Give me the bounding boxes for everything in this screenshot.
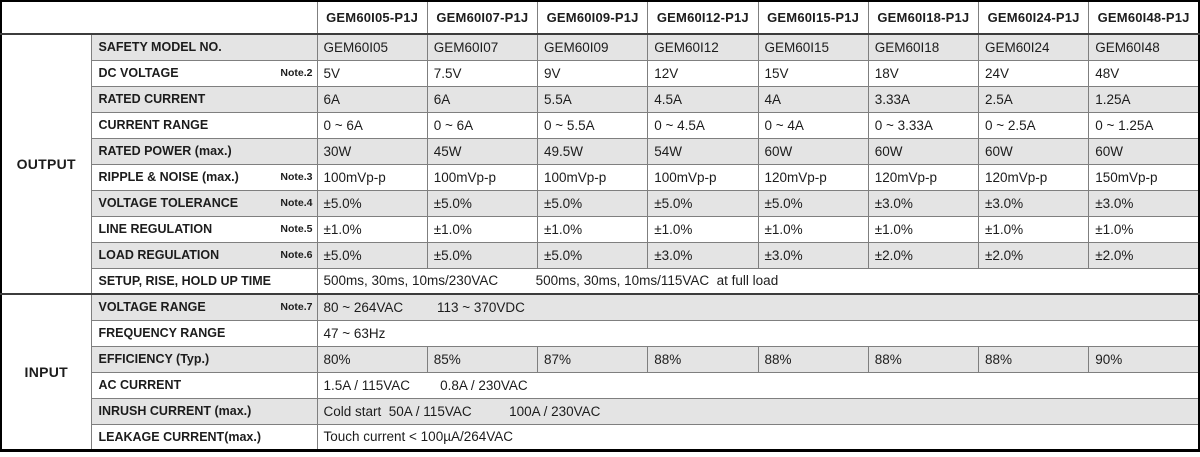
cell-value: ±1.0%	[979, 216, 1089, 242]
cell-value: 88%	[979, 346, 1089, 372]
cell-value: ±1.0%	[427, 216, 537, 242]
cell-value: 9V	[538, 60, 648, 86]
cell-value: 60W	[758, 138, 868, 164]
row-label	[91, 398, 317, 424]
cell-value-span: 80 ~ 264VAC 113 ~ 370VDC	[317, 294, 1199, 320]
row-note: Note.4	[280, 197, 313, 209]
section-label-output: OUTPUT	[1, 34, 91, 294]
cell-value: 15V	[758, 60, 868, 86]
cell-value: 30W	[317, 138, 427, 164]
row-label-text: LOAD REGULATION	[98, 248, 220, 262]
cell-value: GEM60I07	[427, 34, 537, 60]
cell-value: 0 ~ 1.25A	[1089, 112, 1199, 138]
row-label-text: RATED CURRENT	[98, 92, 206, 106]
cell-value: ±3.0%	[979, 190, 1089, 216]
cell-value: 87%	[538, 346, 648, 372]
row-label	[91, 164, 317, 190]
cell-value: GEM60I12	[648, 34, 758, 60]
cell-value: 60W	[979, 138, 1089, 164]
cell-value: ±5.0%	[538, 190, 648, 216]
row-label	[91, 86, 317, 112]
cell-value: ±5.0%	[758, 190, 868, 216]
row-note: Note.7	[280, 301, 313, 314]
cell-value-span: Touch current < 100µA/264VAC	[317, 424, 1199, 450]
model-header: GEM60I48-P1J	[1089, 1, 1199, 34]
cell-value: 0 ~ 6A	[427, 112, 537, 138]
row-label-text: CURRENT RANGE	[98, 118, 209, 132]
row-label-text: INRUSH CURRENT (max.)	[98, 404, 252, 418]
row-note: Note.3	[280, 171, 313, 183]
row-label	[91, 138, 317, 164]
cell-value: ±5.0%	[538, 242, 648, 268]
cell-value: GEM60I48	[1089, 34, 1199, 60]
row-label-text: EFFICIENCY (Typ.)	[98, 352, 210, 366]
corner-cell	[1, 1, 317, 34]
cell-value: GEM60I15	[758, 34, 868, 60]
cell-value: ±1.0%	[538, 216, 648, 242]
cell-value: ±5.0%	[427, 242, 537, 268]
cell-value: ±5.0%	[317, 190, 427, 216]
row-label-text: AC CURRENT	[98, 378, 182, 392]
row-label	[91, 346, 317, 372]
cell-value: 49.5W	[538, 138, 648, 164]
cell-value: 4.5A	[648, 86, 758, 112]
cell-value: 120mVp-p	[758, 164, 868, 190]
cell-value: ±3.0%	[868, 190, 978, 216]
cell-value: ±3.0%	[758, 242, 868, 268]
row-label	[91, 242, 317, 268]
cell-value: ±2.0%	[868, 242, 978, 268]
table-row	[1, 216, 1199, 242]
cell-value: 60W	[1089, 138, 1199, 164]
cell-value: 0 ~ 3.33A	[868, 112, 978, 138]
row-note: Note.5	[280, 223, 313, 235]
table-row	[1, 372, 1199, 398]
row-label	[91, 190, 317, 216]
table-row	[1, 60, 1199, 86]
cell-value: 60W	[868, 138, 978, 164]
row-label-text: LINE REGULATION	[98, 222, 213, 236]
cell-value: 0 ~ 2.5A	[979, 112, 1089, 138]
cell-value: 90%	[1089, 346, 1199, 372]
cell-value: 85%	[427, 346, 537, 372]
row-note: Note.6	[280, 249, 313, 261]
cell-value: 7.5V	[427, 60, 537, 86]
table-row	[1, 164, 1199, 190]
row-label-text: VOLTAGE RANGE	[98, 300, 206, 315]
row-label-text: SETUP, RISE, HOLD UP TIME	[98, 273, 271, 288]
row-label-text: RIPPLE & NOISE (max.)	[98, 170, 239, 184]
table-row	[1, 242, 1199, 268]
cell-value: 88%	[758, 346, 868, 372]
model-header: GEM60I05-P1J	[317, 1, 427, 34]
table-row	[1, 34, 1199, 60]
cell-value: 88%	[648, 346, 758, 372]
cell-value: 0 ~ 5.5A	[538, 112, 648, 138]
cell-value: ±1.0%	[758, 216, 868, 242]
cell-value: 6A	[427, 86, 537, 112]
table-row	[1, 320, 1199, 346]
cell-value: ±1.0%	[648, 216, 758, 242]
cell-value: 24V	[979, 60, 1089, 86]
cell-value: ±3.0%	[648, 242, 758, 268]
model-header: GEM60I24-P1J	[979, 1, 1089, 34]
table-row	[1, 398, 1199, 424]
cell-value: 150mVp-p	[1089, 164, 1199, 190]
row-label-text: VOLTAGE TOLERANCE	[98, 196, 239, 210]
model-header-row	[1, 1, 1199, 34]
cell-value: 48V	[1089, 60, 1199, 86]
cell-value-span: 1.5A / 115VAC 0.8A / 230VAC	[317, 372, 1199, 398]
cell-value: GEM60I05	[317, 34, 427, 60]
cell-value: ±3.0%	[1089, 190, 1199, 216]
cell-value: 5.5A	[538, 86, 648, 112]
cell-value: 120mVp-p	[868, 164, 978, 190]
row-label-text: FREQUENCY RANGE	[98, 326, 226, 340]
table-row	[1, 346, 1199, 372]
model-header: GEM60I07-P1J	[427, 1, 537, 34]
cell-value: 80%	[317, 346, 427, 372]
cell-value: 2.5A	[979, 86, 1089, 112]
cell-value: ±5.0%	[427, 190, 537, 216]
cell-value: ±1.0%	[317, 216, 427, 242]
cell-value: 45W	[427, 138, 537, 164]
row-label	[91, 320, 317, 346]
cell-value: 100mVp-p	[648, 164, 758, 190]
cell-value: 100mVp-p	[317, 164, 427, 190]
cell-value: 0 ~ 4.5A	[648, 112, 758, 138]
cell-value: ±5.0%	[648, 190, 758, 216]
row-label-text: DC VOLTAGE	[98, 66, 179, 80]
cell-value: ±1.0%	[1089, 216, 1199, 242]
row-label	[91, 268, 317, 294]
cell-value: ±2.0%	[1089, 242, 1199, 268]
cell-value: 4A	[758, 86, 868, 112]
table-row	[1, 190, 1199, 216]
table-row	[1, 112, 1199, 138]
section-label-input: INPUT	[1, 294, 91, 450]
model-header: GEM60I18-P1J	[868, 1, 978, 34]
cell-value: 0 ~ 6A	[317, 112, 427, 138]
cell-value: 12V	[648, 60, 758, 86]
cell-value: 1.25A	[1089, 86, 1199, 112]
cell-value: 88%	[868, 346, 978, 372]
cell-value-span: 500ms, 30ms, 10ms/230VAC 500ms, 30ms, 10ms/115VAC at full load	[317, 268, 1199, 294]
row-note: Note.2	[280, 67, 313, 79]
cell-value: 3.33A	[868, 86, 978, 112]
cell-value: 100mVp-p	[538, 164, 648, 190]
cell-value: 6A	[317, 86, 427, 112]
row-label	[91, 294, 317, 320]
cell-value: 54W	[648, 138, 758, 164]
row-label	[91, 60, 317, 86]
cell-value: 5V	[317, 60, 427, 86]
row-label-text: RATED POWER (max.)	[98, 144, 232, 158]
cell-value: ±2.0%	[979, 242, 1089, 268]
table-row	[1, 424, 1199, 450]
model-header: GEM60I15-P1J	[758, 1, 868, 34]
cell-value: GEM60I18	[868, 34, 978, 60]
row-label	[91, 372, 317, 398]
row-label	[91, 216, 317, 242]
row-label	[91, 34, 317, 60]
cell-value: ±1.0%	[868, 216, 978, 242]
cell-value: ±5.0%	[317, 242, 427, 268]
model-header: GEM60I12-P1J	[648, 1, 758, 34]
cell-value: 18V	[868, 60, 978, 86]
row-label-text: LEAKAGE CURRENT(max.)	[98, 429, 262, 444]
cell-value-span: 47 ~ 63Hz	[317, 320, 1199, 346]
row-label	[91, 112, 317, 138]
cell-value: GEM60I09	[538, 34, 648, 60]
cell-value: 100mVp-p	[427, 164, 537, 190]
cell-value: GEM60I24	[979, 34, 1089, 60]
table-row	[1, 138, 1199, 164]
cell-value: 0 ~ 4A	[758, 112, 868, 138]
table-row	[1, 268, 1199, 294]
cell-value: 120mVp-p	[979, 164, 1089, 190]
cell-value-span: Cold start 50A / 115VAC 100A / 230VAC	[317, 398, 1199, 424]
model-header: GEM60I09-P1J	[538, 1, 648, 34]
row-label	[91, 424, 317, 450]
table-row	[1, 294, 1199, 320]
table-row	[1, 86, 1199, 112]
row-label-text: SAFETY MODEL NO.	[98, 40, 222, 55]
